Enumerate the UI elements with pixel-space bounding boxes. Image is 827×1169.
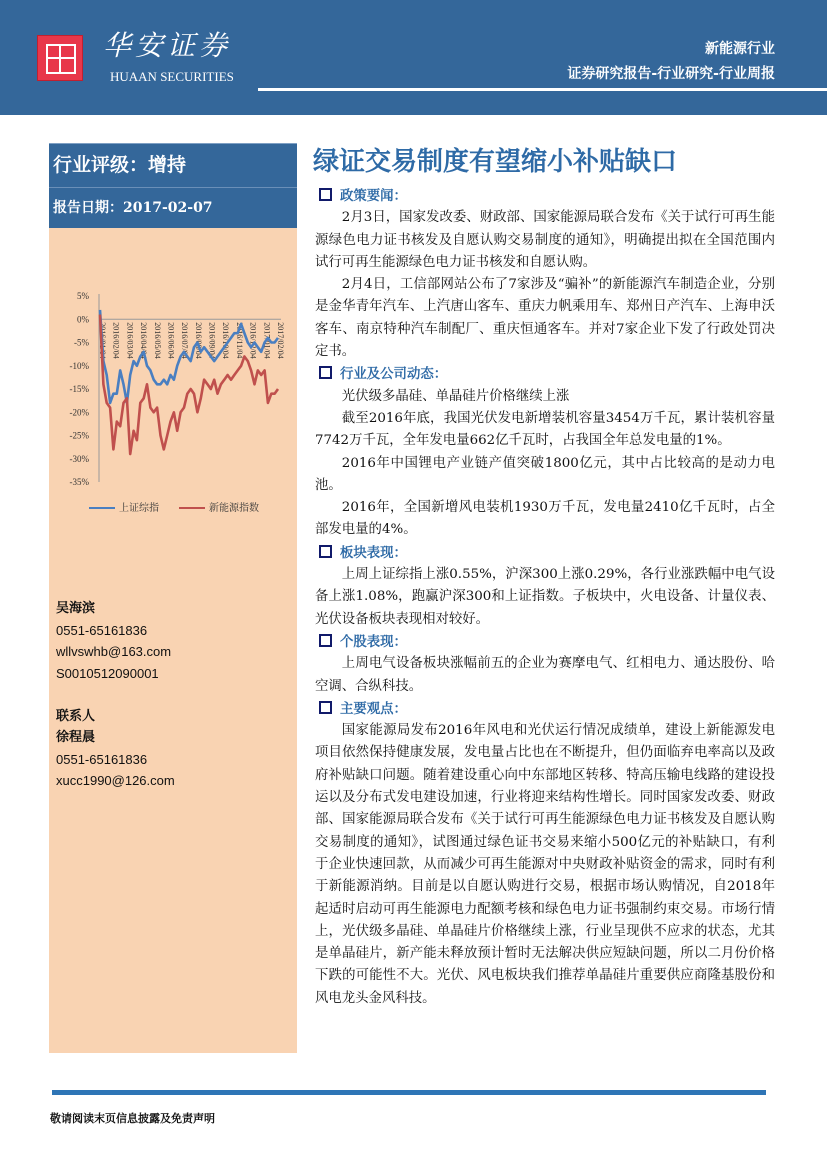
y-tick-label: -25% <box>69 430 89 441</box>
contact-label: 联系人 <box>56 708 96 724</box>
x-tick-label: 2016/08/04 <box>193 322 203 359</box>
contact-name: 徐程晨 <box>56 730 96 745</box>
report-date: 报告日期：2017-02-07 <box>53 200 213 216</box>
section-heading <box>315 542 775 564</box>
checkbox-bullet-icon <box>319 188 332 201</box>
x-tick-label: 2016/11/04 <box>234 322 244 359</box>
x-tick-label: 2016/03/04 <box>125 322 135 359</box>
section-heading-text: 行业及公司动态： <box>340 366 448 383</box>
brand-logo-icon <box>37 35 83 81</box>
page-header <box>0 0 827 115</box>
paragraph: 上周电气设备板块涨幅前五的企业为赛摩电气、红相电力、通达股份、哈空调、合纵科技。 <box>315 656 775 694</box>
contacts <box>56 598 175 792</box>
y-tick-label: -5% <box>74 337 89 348</box>
analyst-license: S0010512090001 <box>56 665 159 681</box>
x-tick-label: 2017/02/04 <box>276 322 285 359</box>
section-heading-text: 政策要闻： <box>340 188 407 204</box>
brand-name-cn: 华安证券 <box>103 29 232 62</box>
paragraph: 2016年，全国新增风电装机1930万千瓦，发电量2410亿千瓦时，占全部发电量的4%。 <box>315 500 775 538</box>
y-tick-label: 5% <box>77 291 89 301</box>
y-tick-label: 0% <box>77 314 89 325</box>
industry-rating: 行业评级：增持 <box>53 154 187 176</box>
legend-label: 新能源指数 <box>209 503 259 514</box>
checkbox-bullet-icon <box>319 545 332 558</box>
rating-box <box>49 143 297 187</box>
x-tick-label: 2016/05/04 <box>152 322 162 359</box>
x-tick-label: 2016/06/04 <box>166 322 176 359</box>
x-tick-label: 2017/01/04 <box>262 322 272 359</box>
checkbox-bullet-icon <box>319 366 332 379</box>
report-type: 证券研究报告-行业研究-行业周报 <box>567 66 775 82</box>
paragraph: 截至2016年底，我国光伏发电新增装机容量3454万千瓦，累计装机容量7742万千瓦，全年发电量662亿千瓦时，占我国全年总发电量的1%。 <box>315 410 775 449</box>
analyst-name: 吴海滨 <box>56 601 96 616</box>
report-body <box>315 185 775 1010</box>
paragraph: 2016年中国锂电产业链产值突破1800亿元，其中占比较高的是动力电池。 <box>315 455 775 493</box>
x-tick-label: 2016/10/04 <box>221 322 231 359</box>
performance-chart <box>49 285 297 525</box>
y-tick-label: -20% <box>69 407 89 418</box>
x-tick-label: 2016/01/04 <box>98 322 107 359</box>
contact-email[interactable]: xucc1990@126.com <box>56 773 175 788</box>
checkbox-bullet-icon <box>319 701 332 714</box>
section-heading <box>315 698 775 720</box>
industry-label: 新能源行业 <box>705 41 775 57</box>
x-tick-label: 2016/09/04 <box>207 322 217 359</box>
paragraph: 2月4日，工信部网站公布了7家涉及“骗补”的新能源汽车制造企业，分别是金华青年汽车、上汽唐山客车、重庆力帆乘用车、郑州日产汽车、上海申沃客车、南京特种汽车制配厂、重庆恒通客车。并对7家企业下发了行政处罚决定书。 <box>315 277 775 360</box>
brand-name-en: HUAAN SECURITIES <box>110 69 234 84</box>
analyst-phone: 0551-65161836 <box>56 622 148 638</box>
paragraph: 国家能源局发布2016年风电和光伏运行情况成绩单，建设上新能源发电项目依然保持健康发展，发电量占比也在不断提升，但仍面临弃电率高以及政府补贴缺口问题。随着建设重心向中东部地区转移、特高压输电线路的建设投运以及分布式发电建设加速，行业将迎来结构性增长。同时国家发改委、财政部、国家能源局联合发布《关于试行可再生能源绿色电力证书核发及自愿认购交易制度的通知》，试图通过绿色证书交易来缩小500亿元的补贴缺口，有利于企业快速回款，从而减少可再生能源对中央财政补贴资金的需求，同时有利于新能源消纳。目前是以自愿认购进行交易，根据市场认购情况，自2018年起适时启动可再生能源电力配额考核和绿色电力证书强制约束交易。市场行情上，光伏级多晶硅、单晶硅片价格继续上涨，行业呈现供不应求的状态，尤其是单晶硅片，新产能未释放预计暂时无法解决供应短缺问题，所以二月份价格下跌的可能性不大。光伏、风电板块我们推荐单晶硅片重要供应商隆基股份和风电龙头金风科技。 <box>315 723 775 1006</box>
checkbox-bullet-icon <box>319 634 332 647</box>
section-heading-text: 主要观点： <box>340 700 407 717</box>
header-divider <box>258 88 827 91</box>
section-heading <box>315 631 775 653</box>
y-tick-label: -35% <box>69 477 89 487</box>
y-tick-label: -10% <box>69 360 89 371</box>
paragraph: 2月3日，国家发改委、财政部、国家能源局联合发布《关于试行可再生能源绿色电力证书核发及自愿认购交易制度的通知》，明确提出拟在全国范围内试行可再生能源绿色电力证书核发和自愿认购。 <box>315 210 775 270</box>
section-heading-text: 个股表现： <box>340 633 407 650</box>
section-heading <box>315 185 775 207</box>
report-title: 绿证交易制度有望缩小补贴缺口 <box>313 147 678 177</box>
footer-divider <box>52 1090 766 1095</box>
x-tick-label: 2016/07/04 <box>180 322 190 359</box>
y-tick-label: -30% <box>69 453 89 464</box>
section-heading-text: 板块表现： <box>340 544 407 561</box>
x-tick-label: 2016/12/04 <box>248 322 258 359</box>
x-tick-label: 2016/02/04 <box>111 322 121 359</box>
section-heading <box>315 363 775 385</box>
paragraph: 上周上证综指上涨0.55%，沪深300上涨0.29%，各行业涨跌幅中电气设备上涨1.08%，跑赢沪深300和上证指数。子板块中，火电设备、计量仪表、光伏设备板块表现相对较好。 <box>315 567 775 627</box>
paragraph: 光伏级多晶硅、单晶硅片价格继续上涨 <box>341 388 570 404</box>
legend-label: 上证综指 <box>119 503 159 514</box>
disclaimer[interactable]: 敬请阅读末页信息披露及免责声明 <box>50 1112 215 1125</box>
analyst-email[interactable]: wllvswhb@163.com <box>56 644 172 659</box>
y-tick-label: -15% <box>69 384 89 394</box>
contact-phone: 0551-65161836 <box>56 751 148 767</box>
date-box <box>49 187 297 228</box>
x-tick-label: 2016/04/04 <box>139 322 149 359</box>
